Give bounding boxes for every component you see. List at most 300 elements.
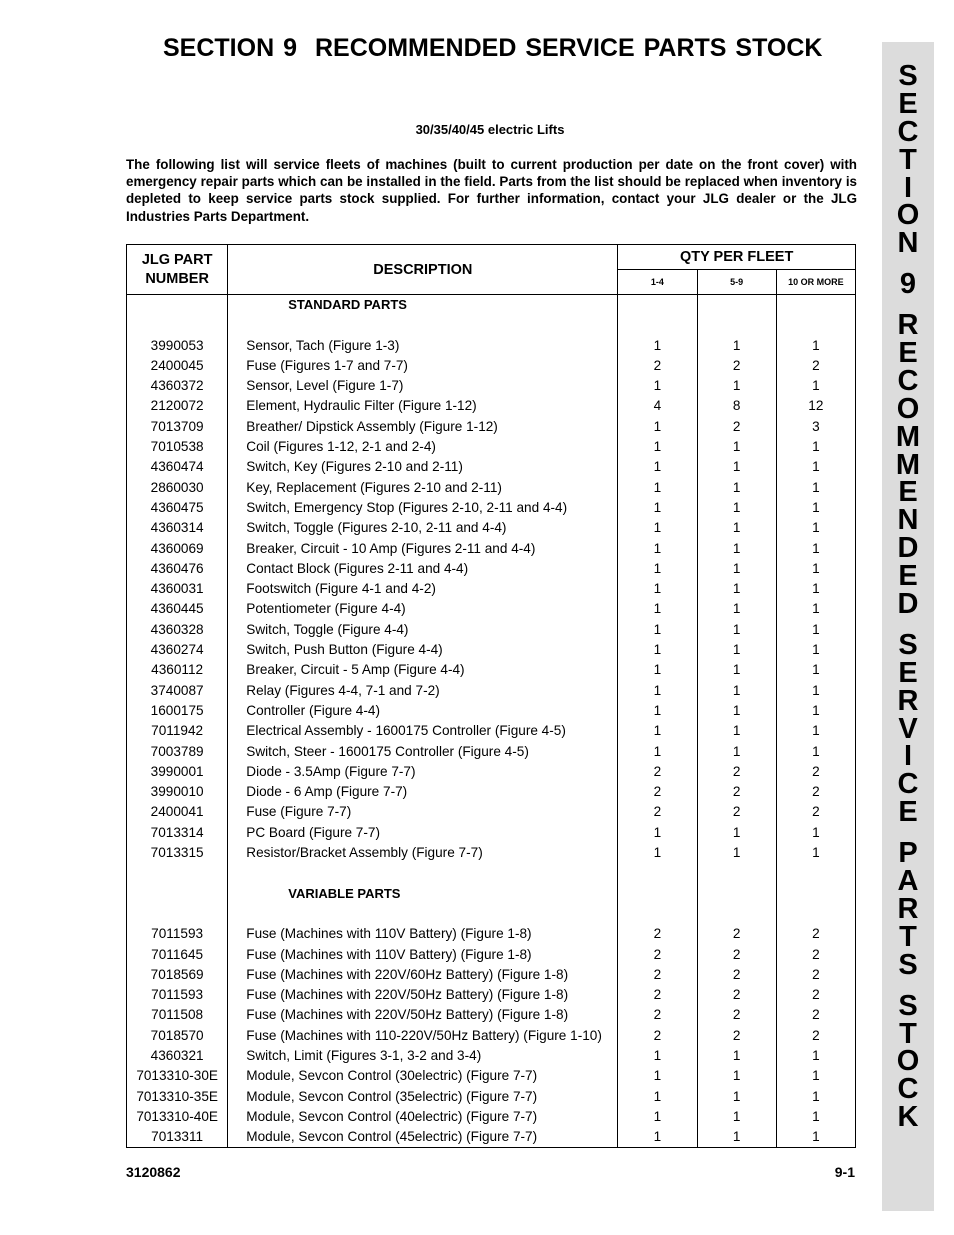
table-cell-empty	[127, 884, 228, 904]
page-title	[163, 34, 822, 63]
table-cell-empty	[618, 863, 697, 883]
qty-10-more-cell: 1	[776, 843, 855, 863]
qty-1-4-cell: 1	[618, 742, 697, 762]
qty-5-9-cell: 1	[697, 843, 776, 863]
qty-5-9-cell: 2	[697, 1005, 776, 1025]
qty-10-more-cell: 1	[776, 559, 855, 579]
qty-10-more-cell: 1	[776, 599, 855, 619]
part-number-cell: 3990053	[127, 336, 228, 356]
part-number-cell: 4360314	[127, 518, 228, 538]
qty-5-9-cell: 1	[697, 518, 776, 538]
table-row	[127, 457, 856, 477]
qty-1-4-cell: 2	[618, 782, 697, 802]
qty-1-4-cell: 1	[618, 539, 697, 559]
qty-5-9-cell: 2	[697, 356, 776, 376]
qty-1-4-cell: 1	[618, 1066, 697, 1086]
qty-1-4-cell: 4	[618, 396, 697, 416]
qty-10-more-cell: 2	[776, 985, 855, 1005]
qty-5-9-cell: 1	[697, 640, 776, 660]
table-row	[127, 376, 856, 396]
qty-5-9-cell: 1	[697, 823, 776, 843]
section-label: SECTION 9	[163, 34, 297, 62]
table-row	[127, 924, 856, 944]
qty-10-more-cell: 1	[776, 620, 855, 640]
table-cell-empty	[618, 884, 697, 904]
sidebar-letter: R	[897, 684, 919, 717]
qty-5-9-cell: 2	[697, 945, 776, 965]
qty-5-9-cell: 1	[697, 1087, 776, 1107]
description-cell: Module, Sevcon Control (45electric) (Figure 7-7)	[228, 1127, 618, 1148]
table-cell-empty	[127, 863, 228, 883]
qty-5-9-cell: 1	[697, 701, 776, 721]
description-cell: Sensor, Level (Figure 1-7)	[228, 376, 618, 396]
sidebar-letter: D	[897, 532, 919, 565]
section-heading: VARIABLE PARTS	[228, 884, 618, 904]
qty-1-4-cell: 2	[618, 965, 697, 985]
qty-1-4-cell: 1	[618, 579, 697, 599]
qty-1-4-cell: 1	[618, 701, 697, 721]
qty-10-more-cell: 2	[776, 762, 855, 782]
table-cell-empty	[697, 863, 776, 883]
table-row	[127, 579, 856, 599]
part-number-cell: 2120072	[127, 396, 228, 416]
table-row	[127, 742, 856, 762]
part-number-cell: 4360321	[127, 1046, 228, 1066]
sidebar-letter: D	[897, 588, 919, 621]
sidebar-letter: E	[898, 560, 918, 593]
header-qty-per-fleet: QTY PER FLEET	[618, 245, 856, 270]
table-row	[127, 396, 856, 416]
qty-1-4-cell: 1	[618, 478, 697, 498]
qty-1-4-cell: 2	[618, 945, 697, 965]
part-number-cell: 1600175	[127, 701, 228, 721]
part-number-cell: 7018569	[127, 965, 228, 985]
qty-5-9-cell: 1	[697, 579, 776, 599]
qty-1-4-cell: 1	[618, 457, 697, 477]
qty-5-9-cell: 1	[697, 437, 776, 457]
table-row	[127, 620, 856, 640]
qty-5-9-cell: 2	[697, 782, 776, 802]
table-row	[127, 1066, 856, 1086]
part-number-cell: 2860030	[127, 478, 228, 498]
qty-1-4-cell: 2	[618, 924, 697, 944]
footer-page-number: 9-1	[834, 1164, 855, 1180]
qty-5-9-cell: 1	[697, 681, 776, 701]
qty-10-more-cell: 1	[776, 742, 855, 762]
sidebar-letter: E	[898, 656, 918, 689]
description-cell: Footswitch (Figure 4-1 and 4-2)	[228, 579, 618, 599]
qty-10-more-cell: 1	[776, 1107, 855, 1127]
part-number-cell: 3740087	[127, 681, 228, 701]
description-cell: Element, Hydraulic Filter (Figure 1-12)	[228, 396, 618, 416]
qty-10-more-cell: 2	[776, 802, 855, 822]
qty-1-4-cell: 1	[618, 681, 697, 701]
table-row	[127, 1107, 856, 1127]
part-number-cell: 7003789	[127, 742, 228, 762]
part-number-cell: 7011942	[127, 721, 228, 741]
part-number-cell: 4360069	[127, 539, 228, 559]
qty-10-more-cell: 1	[776, 437, 855, 457]
qty-10-more-cell: 2	[776, 945, 855, 965]
sidebar-letter: I	[903, 171, 913, 204]
description-cell: Fuse (Machines with 110-220V/50Hz Battery) (Figure 1-10)	[228, 1026, 618, 1046]
table-cell-empty	[697, 315, 776, 335]
qty-10-more-cell: 2	[776, 965, 855, 985]
part-number-cell: 7011645	[127, 945, 228, 965]
description-cell: Switch, Limit (Figures 3-1, 3-2 and 3-4)	[228, 1046, 618, 1066]
table-row	[127, 681, 856, 701]
part-number-cell: 4360372	[127, 376, 228, 396]
section-title: RECOMMENDED SERVICE PARTS STOCK	[314, 34, 823, 62]
description-cell: Fuse (Figure 7-7)	[228, 802, 618, 822]
part-number-cell: 7013311	[127, 1127, 228, 1148]
spacer-row	[127, 315, 856, 335]
header-qty-10-more: 10 OR MORE	[776, 270, 855, 295]
table-row	[127, 782, 856, 802]
qty-1-4-cell: 1	[618, 376, 697, 396]
sidebar-letter: N	[897, 504, 919, 537]
qty-5-9-cell: 1	[697, 478, 776, 498]
table-row	[127, 1127, 856, 1148]
part-number-cell: 4360474	[127, 457, 228, 477]
qty-1-4-cell: 1	[618, 843, 697, 863]
part-number-cell: 2400045	[127, 356, 228, 376]
qty-1-4-cell: 1	[618, 721, 697, 741]
sidebar-letter: E	[898, 337, 918, 370]
part-number-cell: 3990010	[127, 782, 228, 802]
sidebar-letter: T	[899, 920, 917, 953]
description-cell: Switch, Toggle (Figure 4-4)	[228, 620, 618, 640]
table-row	[127, 518, 856, 538]
qty-5-9-cell: 1	[697, 1107, 776, 1127]
qty-10-more-cell: 1	[776, 539, 855, 559]
sidebar-letter: O	[896, 1045, 920, 1078]
table-cell-empty	[776, 315, 855, 335]
table-cell-empty	[776, 863, 855, 883]
qty-5-9-cell: 8	[697, 396, 776, 416]
qty-10-more-cell: 1	[776, 701, 855, 721]
table-row	[127, 498, 856, 518]
part-number-cell: 7011508	[127, 1005, 228, 1025]
parts-table	[126, 244, 856, 1148]
qty-5-9-cell: 1	[697, 498, 776, 518]
qty-1-4-cell: 2	[618, 762, 697, 782]
description-cell: PC Board (Figure 7-7)	[228, 823, 618, 843]
qty-1-4-cell: 1	[618, 498, 697, 518]
sidebar-letter: R	[897, 892, 919, 925]
part-number-cell: 7013310-40E	[127, 1107, 228, 1127]
qty-1-4-cell: 1	[618, 518, 697, 538]
description-cell: Module, Sevcon Control (35electric) (Figure 7-7)	[228, 1087, 618, 1107]
section-heading: STANDARD PARTS	[228, 295, 618, 316]
table-row	[127, 721, 856, 741]
qty-10-more-cell: 1	[776, 1066, 855, 1086]
part-number-cell: 4360475	[127, 498, 228, 518]
sidebar-letter: V	[898, 712, 918, 745]
sidebar-letter: S	[898, 989, 918, 1022]
qty-10-more-cell: 1	[776, 518, 855, 538]
qty-5-9-cell: 1	[697, 620, 776, 640]
qty-1-4-cell: 2	[618, 1026, 697, 1046]
description-cell: Module, Sevcon Control (30electric) (Figure 7-7)	[228, 1066, 618, 1086]
description-cell: Fuse (Machines with 220V/60Hz Battery) (Figure 1-8)	[228, 965, 618, 985]
qty-5-9-cell: 2	[697, 1026, 776, 1046]
qty-5-9-cell: 2	[697, 985, 776, 1005]
header-part-number: JLG PART NUMBER	[127, 245, 228, 295]
description-cell: Relay (Figures 4-4, 7-1 and 7-2)	[228, 681, 618, 701]
table-cell-empty	[618, 904, 697, 924]
qty-5-9-cell: 2	[697, 802, 776, 822]
section-heading-row	[127, 295, 856, 316]
description-cell: Switch, Toggle (Figures 2-10, 2-11 and 4-4)	[228, 518, 618, 538]
description-cell: Fuse (Machines with 220V/50Hz Battery) (Figure 1-8)	[228, 1005, 618, 1025]
table-row	[127, 701, 856, 721]
qty-1-4-cell: 1	[618, 640, 697, 660]
part-number-cell: 7010538	[127, 437, 228, 457]
table-row	[127, 660, 856, 680]
qty-5-9-cell: 1	[697, 721, 776, 741]
qty-10-more-cell: 1	[776, 1087, 855, 1107]
qty-5-9-cell: 1	[697, 376, 776, 396]
qty-1-4-cell: 1	[618, 1046, 697, 1066]
table-row	[127, 1026, 856, 1046]
table-row	[127, 1046, 856, 1066]
description-cell: Module, Sevcon Control (40electric) (Figure 7-7)	[228, 1107, 618, 1127]
qty-10-more-cell: 2	[776, 356, 855, 376]
table-cell-empty	[127, 315, 228, 335]
sidebar-vertical-text	[882, 60, 934, 1134]
parts-table-body	[127, 295, 856, 1148]
description-cell: Contact Block (Figures 2-11 and 4-4)	[228, 559, 618, 579]
qty-1-4-cell: 1	[618, 1087, 697, 1107]
description-cell: Coil (Figures 1-12, 2-1 and 2-4)	[228, 437, 618, 457]
table-row	[127, 1005, 856, 1025]
spacer-row	[127, 904, 856, 924]
qty-10-more-cell: 1	[776, 823, 855, 843]
qty-10-more-cell: 1	[776, 376, 855, 396]
sidebar-letter: R	[897, 309, 919, 342]
qty-1-4-cell: 1	[618, 1127, 697, 1148]
part-number-cell: 4360112	[127, 660, 228, 680]
sidebar-letter: C	[897, 364, 919, 397]
table-row	[127, 336, 856, 356]
description-cell: Switch, Steer - 1600175 Controller (Figure 4-5)	[228, 742, 618, 762]
description-cell: Electrical Assembly - 1600175 Controller (Figure 4-5)	[228, 721, 618, 741]
qty-5-9-cell: 1	[697, 457, 776, 477]
description-cell: Fuse (Machines with 220V/50Hz Battery) (Figure 1-8)	[228, 985, 618, 1005]
table-row	[127, 417, 856, 437]
description-cell: Sensor, Tach (Figure 1-3)	[228, 336, 618, 356]
table-row	[127, 640, 856, 660]
table-row	[127, 762, 856, 782]
part-number-cell: 7011593	[127, 985, 228, 1005]
part-number-cell: 2400041	[127, 802, 228, 822]
table-cell-empty	[228, 863, 618, 883]
description-cell: Diode - 3.5Amp (Figure 7-7)	[228, 762, 618, 782]
description-cell: Potentiometer (Figure 4-4)	[228, 599, 618, 619]
qty-5-9-cell: 1	[697, 1066, 776, 1086]
qty-1-4-cell: 1	[618, 620, 697, 640]
qty-1-4-cell: 1	[618, 660, 697, 680]
sidebar-letter: C	[897, 768, 919, 801]
header-description: DESCRIPTION	[228, 245, 618, 295]
qty-5-9-cell: 2	[697, 965, 776, 985]
sidebar-letter: O	[896, 199, 920, 232]
section-sidebar-tab	[882, 42, 934, 1211]
sidebar-letter: K	[897, 1101, 919, 1134]
part-number-cell: 7013709	[127, 417, 228, 437]
sidebar-letter: 9	[899, 268, 917, 301]
qty-1-4-cell: 2	[618, 1005, 697, 1025]
qty-1-4-cell: 1	[618, 417, 697, 437]
sidebar-letter: M	[895, 448, 921, 481]
qty-5-9-cell: 1	[697, 539, 776, 559]
table-cell-empty	[776, 904, 855, 924]
qty-1-4-cell: 1	[618, 823, 697, 843]
sidebar-letter: E	[898, 796, 918, 829]
qty-10-more-cell: 1	[776, 336, 855, 356]
table-cell-empty	[127, 904, 228, 924]
description-cell: Switch, Key (Figures 2-10 and 2-11)	[228, 457, 618, 477]
part-number-cell: 7013310-30E	[127, 1066, 228, 1086]
sidebar-letter: E	[898, 476, 918, 509]
table-row	[127, 823, 856, 843]
table-cell-empty	[228, 315, 618, 335]
qty-10-more-cell: 1	[776, 579, 855, 599]
qty-10-more-cell: 1	[776, 457, 855, 477]
qty-10-more-cell: 1	[776, 498, 855, 518]
table-cell-empty	[776, 884, 855, 904]
qty-5-9-cell: 1	[697, 742, 776, 762]
sidebar-letter: M	[895, 420, 921, 453]
qty-1-4-cell: 2	[618, 802, 697, 822]
part-number-cell: 3990001	[127, 762, 228, 782]
document-subtitle: 30/35/40/45 electric Lifts	[415, 122, 565, 137]
qty-10-more-cell: 1	[776, 1046, 855, 1066]
qty-5-9-cell: 2	[697, 924, 776, 944]
header-qty-1-4: 1-4	[618, 270, 697, 295]
description-cell: Diode - 6 Amp (Figure 7-7)	[228, 782, 618, 802]
table-cell-empty	[618, 315, 697, 335]
qty-1-4-cell: 1	[618, 559, 697, 579]
qty-10-more-cell: 2	[776, 924, 855, 944]
description-cell: Controller (Figure 4-4)	[228, 701, 618, 721]
qty-5-9-cell: 1	[697, 559, 776, 579]
table-cell-empty	[697, 904, 776, 924]
qty-10-more-cell: 1	[776, 640, 855, 660]
table-row	[127, 802, 856, 822]
table-row	[127, 1087, 856, 1107]
part-number-cell: 4360328	[127, 620, 228, 640]
part-number-cell: 7013314	[127, 823, 228, 843]
sidebar-letter: C	[897, 1073, 919, 1106]
table-row	[127, 985, 856, 1005]
qty-10-more-cell: 1	[776, 478, 855, 498]
qty-1-4-cell: 1	[618, 1107, 697, 1127]
sidebar-letter: S	[898, 628, 918, 661]
description-cell: Fuse (Machines with 110V Battery) (Figure 1-8)	[228, 945, 618, 965]
sidebar-letter: T	[899, 143, 917, 176]
sidebar-letter: E	[898, 87, 918, 120]
qty-10-more-cell: 2	[776, 782, 855, 802]
qty-5-9-cell: 1	[697, 599, 776, 619]
table-cell-empty	[697, 295, 776, 316]
intro-paragraph: The following list will service fleets of machines (built to current production per date on the front cover) with emergency repair parts which can be installed in the field. Parts from the list should be replaced when inventory is depleted to keep service parts stock supplied. For further information, contact your JLG dealer or the JLG Industries Parts Department.	[126, 157, 857, 224]
sidebar-letter: S	[898, 948, 918, 981]
qty-10-more-cell: 1	[776, 681, 855, 701]
part-number-cell: 7011593	[127, 924, 228, 944]
spacer-row	[127, 863, 856, 883]
description-cell: Breaker, Circuit - 5 Amp (Figure 4-4)	[228, 660, 618, 680]
qty-1-4-cell: 2	[618, 985, 697, 1005]
sidebar-letter: A	[897, 865, 919, 898]
table-cell-empty	[697, 884, 776, 904]
description-cell: Resistor/Bracket Assembly (Figure 7-7)	[228, 843, 618, 863]
qty-10-more-cell: 1	[776, 660, 855, 680]
qty-1-4-cell: 1	[618, 437, 697, 457]
header-qty-5-9: 5-9	[697, 270, 776, 295]
table-row	[127, 478, 856, 498]
qty-10-more-cell: 3	[776, 417, 855, 437]
table-row	[127, 965, 856, 985]
sidebar-letter: C	[897, 115, 919, 148]
description-cell: Breaker, Circuit - 10 Amp (Figures 2-11 and 4-4)	[228, 539, 618, 559]
sidebar-letter: P	[898, 837, 918, 870]
qty-5-9-cell: 2	[697, 417, 776, 437]
description-cell: Fuse (Machines with 110V Battery) (Figure 1-8)	[228, 924, 618, 944]
qty-1-4-cell: 2	[618, 356, 697, 376]
sidebar-letter: S	[898, 60, 918, 92]
sidebar-letter: T	[899, 1017, 917, 1050]
qty-10-more-cell: 1	[776, 721, 855, 741]
qty-10-more-cell: 2	[776, 1026, 855, 1046]
qty-5-9-cell: 1	[697, 336, 776, 356]
table-row	[127, 945, 856, 965]
description-cell: Switch, Emergency Stop (Figures 2-10, 2-11 and 4-4)	[228, 498, 618, 518]
table-row	[127, 356, 856, 376]
table-cell-empty	[127, 295, 228, 316]
sidebar-letter: N	[897, 227, 919, 260]
table-row	[127, 559, 856, 579]
table-row	[127, 843, 856, 863]
part-number-cell: 7013310-35E	[127, 1087, 228, 1107]
description-cell: Fuse (Figures 1-7 and 7-7)	[228, 356, 618, 376]
qty-5-9-cell: 1	[697, 1127, 776, 1148]
footer-doc-number: 3120862	[126, 1164, 181, 1180]
sidebar-letter: I	[903, 740, 913, 773]
qty-10-more-cell: 2	[776, 1005, 855, 1025]
table-cell-empty	[618, 295, 697, 316]
qty-5-9-cell: 1	[697, 1046, 776, 1066]
qty-1-4-cell: 1	[618, 599, 697, 619]
section-heading-row	[127, 884, 856, 904]
table-row	[127, 539, 856, 559]
qty-1-4-cell: 1	[618, 336, 697, 356]
sidebar-letter: O	[896, 392, 920, 425]
description-cell: Switch, Push Button (Figure 4-4)	[228, 640, 618, 660]
table-row	[127, 437, 856, 457]
part-number-cell: 4360476	[127, 559, 228, 579]
qty-10-more-cell: 1	[776, 1127, 855, 1148]
description-cell: Key, Replacement (Figures 2-10 and 2-11)	[228, 478, 618, 498]
table-cell-empty	[228, 904, 618, 924]
part-number-cell: 4360031	[127, 579, 228, 599]
qty-10-more-cell: 12	[776, 396, 855, 416]
part-number-cell: 4360445	[127, 599, 228, 619]
part-number-cell: 7018570	[127, 1026, 228, 1046]
part-number-cell: 4360274	[127, 640, 228, 660]
table-row	[127, 599, 856, 619]
